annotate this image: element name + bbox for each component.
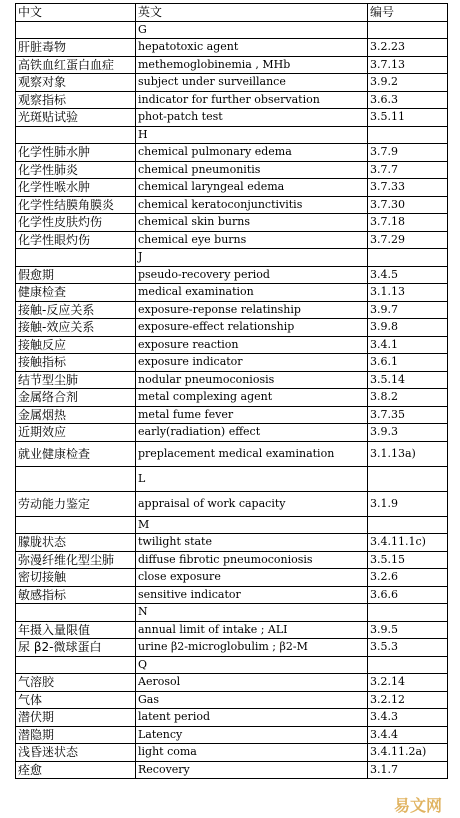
section-letter: H <box>136 126 368 144</box>
term-chinese: 潜隐期 <box>16 726 136 744</box>
table-row <box>16 56 448 74</box>
term-english: chemical keratoconjunctivitis <box>136 196 368 214</box>
section-empty-cell <box>16 466 136 491</box>
table-row <box>16 491 448 516</box>
term-number: 3.4.11.2a) <box>368 744 448 762</box>
header-row <box>16 4 448 22</box>
term-chinese: 弥漫纤维化型尘肺 <box>16 551 136 569</box>
term-chinese: 气体 <box>16 691 136 709</box>
term-english: appraisal of work capacity <box>136 491 368 516</box>
term-chinese: 气溶胶 <box>16 674 136 692</box>
term-chinese: 化学性喉水肿 <box>16 179 136 197</box>
term-chinese: 化学性肺炎 <box>16 161 136 179</box>
section-letter: J <box>136 249 368 267</box>
term-chinese: 敏感指标 <box>16 586 136 604</box>
table-row <box>16 586 448 604</box>
term-english: metal complexing agent <box>136 389 368 407</box>
section-row <box>16 21 448 39</box>
term-english: nodular pneumoconiosis <box>136 371 368 389</box>
term-chinese: 健康检查 <box>16 284 136 302</box>
section-empty-cell <box>16 604 136 622</box>
term-chinese: 年摄入量限值 <box>16 621 136 639</box>
section-empty-cell <box>368 126 448 144</box>
term-chinese: 近期效应 <box>16 424 136 442</box>
term-number: 3.7.9 <box>368 144 448 162</box>
section-empty-cell <box>16 516 136 534</box>
term-english: subject under surveillance <box>136 74 368 92</box>
section-row <box>16 249 448 267</box>
term-english: close exposure <box>136 569 368 587</box>
term-chinese: 观察指标 <box>16 91 136 109</box>
term-number: 3.7.30 <box>368 196 448 214</box>
section-row <box>16 516 448 534</box>
glossary-table <box>15 3 448 779</box>
term-number: 3.5.15 <box>368 551 448 569</box>
term-number: 3.1.13 <box>368 284 448 302</box>
section-empty-cell <box>368 21 448 39</box>
table-row <box>16 744 448 762</box>
term-english: annual limit of intake ; ALI <box>136 621 368 639</box>
term-english: indicator for further observation <box>136 91 368 109</box>
table-row <box>16 319 448 337</box>
table-row <box>16 761 448 779</box>
table-row <box>16 39 448 57</box>
term-chinese: 就业健康检查 <box>16 441 136 466</box>
term-number: 3.5.3 <box>368 639 448 657</box>
term-chinese: 化学性眼灼伤 <box>16 231 136 249</box>
term-number: 3.2.12 <box>368 691 448 709</box>
term-english: exposure-effect relationship <box>136 319 368 337</box>
table-row <box>16 621 448 639</box>
table-row <box>16 371 448 389</box>
glossary-body <box>16 21 448 779</box>
table-row <box>16 709 448 727</box>
term-chinese: 化学性肺水肿 <box>16 144 136 162</box>
table-row <box>16 569 448 587</box>
term-chinese: 化学性皮肤灼伤 <box>16 214 136 232</box>
section-letter: Q <box>136 656 368 674</box>
term-number: 3.1.13a) <box>368 441 448 466</box>
term-english: chemical skin burns <box>136 214 368 232</box>
term-chinese: 密切接触 <box>16 569 136 587</box>
table-row <box>16 179 448 197</box>
term-english: methemoglobinemia , MHb <box>136 56 368 74</box>
table-row <box>16 301 448 319</box>
table-row <box>16 551 448 569</box>
term-english: exposure reaction <box>136 336 368 354</box>
section-empty-cell <box>16 249 136 267</box>
section-empty-cell <box>368 466 448 491</box>
table-row <box>16 214 448 232</box>
term-number: 3.6.6 <box>368 586 448 604</box>
table-row <box>16 354 448 372</box>
term-english: urine β2-microglobulim ; β2-M <box>136 639 368 657</box>
section-row <box>16 466 448 491</box>
term-number: 3.9.2 <box>368 74 448 92</box>
header-english: 英文 <box>136 4 368 22</box>
term-number: 3.7.29 <box>368 231 448 249</box>
term-english: Recovery <box>136 761 368 779</box>
term-chinese: 接触-效应关系 <box>16 319 136 337</box>
table-row <box>16 284 448 302</box>
term-number: 3.9.8 <box>368 319 448 337</box>
term-english: metal fume fever <box>136 406 368 424</box>
term-number: 3.2.6 <box>368 569 448 587</box>
table-row <box>16 144 448 162</box>
table-row <box>16 406 448 424</box>
section-row <box>16 126 448 144</box>
table-row <box>16 109 448 127</box>
watermark-logo: 易文网 <box>393 796 442 815</box>
term-english: chemical pneumonitis <box>136 161 368 179</box>
term-number: 3.4.1 <box>368 336 448 354</box>
header-number: 编号 <box>368 4 448 22</box>
table-row <box>16 441 448 466</box>
term-english: chemical laryngeal edema <box>136 179 368 197</box>
term-chinese: 假愈期 <box>16 266 136 284</box>
section-row <box>16 656 448 674</box>
term-chinese: 观察对象 <box>16 74 136 92</box>
term-number: 3.2.14 <box>368 674 448 692</box>
table-row <box>16 91 448 109</box>
term-number: 3.7.33 <box>368 179 448 197</box>
term-number: 3.7.18 <box>368 214 448 232</box>
table-row <box>16 691 448 709</box>
term-english: medical examination <box>136 284 368 302</box>
section-empty-cell <box>16 21 136 39</box>
term-chinese: 光斑贴试验 <box>16 109 136 127</box>
term-english: pseudo-recovery period <box>136 266 368 284</box>
table-row <box>16 266 448 284</box>
term-number: 3.7.7 <box>368 161 448 179</box>
header-chinese: 中文 <box>16 4 136 22</box>
term-number: 3.9.3 <box>368 424 448 442</box>
term-english: diffuse fibrotic pneumoconiosis <box>136 551 368 569</box>
term-english: chemical pulmonary edema <box>136 144 368 162</box>
term-english: twilight state <box>136 534 368 552</box>
term-english: preplacement medical examination <box>136 441 368 466</box>
term-chinese: 浅昏迷状态 <box>16 744 136 762</box>
table-row <box>16 534 448 552</box>
table-row <box>16 74 448 92</box>
term-number: 3.2.23 <box>368 39 448 57</box>
term-number: 3.9.7 <box>368 301 448 319</box>
term-chinese: 劳动能力鉴定 <box>16 491 136 516</box>
term-number: 3.6.1 <box>368 354 448 372</box>
section-empty-cell <box>368 516 448 534</box>
table-row <box>16 336 448 354</box>
term-number: 3.6.3 <box>368 91 448 109</box>
term-number: 3.4.4 <box>368 726 448 744</box>
term-english: sensitive indicator <box>136 586 368 604</box>
term-number: 3.4.5 <box>368 266 448 284</box>
term-number: 3.8.2 <box>368 389 448 407</box>
term-english: Aerosol <box>136 674 368 692</box>
section-letter: N <box>136 604 368 622</box>
term-english: latent period <box>136 709 368 727</box>
term-number: 3.1.7 <box>368 761 448 779</box>
term-english: exposure-reponse relatinship <box>136 301 368 319</box>
term-chinese: 接触-反应关系 <box>16 301 136 319</box>
term-chinese: 金属络合剂 <box>16 389 136 407</box>
section-empty-cell <box>16 126 136 144</box>
term-number: 3.1.9 <box>368 491 448 516</box>
term-number: 3.5.11 <box>368 109 448 127</box>
term-chinese: 肝脏毒物 <box>16 39 136 57</box>
term-english: Gas <box>136 691 368 709</box>
term-english: hepatotoxic agent <box>136 39 368 57</box>
term-chinese: 化学性结膜角膜炎 <box>16 196 136 214</box>
table-row <box>16 639 448 657</box>
table-row <box>16 726 448 744</box>
table-row <box>16 424 448 442</box>
section-row <box>16 604 448 622</box>
term-chinese: 接触指标 <box>16 354 136 372</box>
table-row <box>16 231 448 249</box>
table-row <box>16 389 448 407</box>
section-letter: L <box>136 466 368 491</box>
term-english: Latency <box>136 726 368 744</box>
term-number: 3.4.3 <box>368 709 448 727</box>
term-number: 3.9.5 <box>368 621 448 639</box>
table-row <box>16 674 448 692</box>
term-chinese: 接触反应 <box>16 336 136 354</box>
term-number: 3.7.35 <box>368 406 448 424</box>
term-number: 3.5.14 <box>368 371 448 389</box>
term-chinese: 尿 β2-微球蛋白 <box>16 639 136 657</box>
section-empty-cell <box>368 656 448 674</box>
section-empty-cell <box>16 656 136 674</box>
term-english: early(radiation) effect <box>136 424 368 442</box>
term-chinese: 朦胧状态 <box>16 534 136 552</box>
term-chinese: 高铁血红蛋白血症 <box>16 56 136 74</box>
term-chinese: 潜伏期 <box>16 709 136 727</box>
term-chinese: 结节型尘肺 <box>16 371 136 389</box>
section-letter: G <box>136 21 368 39</box>
section-empty-cell <box>368 249 448 267</box>
term-number: 3.4.11.1c) <box>368 534 448 552</box>
term-english: light coma <box>136 744 368 762</box>
section-letter: M <box>136 516 368 534</box>
table-row <box>16 196 448 214</box>
term-english: phot-patch test <box>136 109 368 127</box>
term-english: exposure indicator <box>136 354 368 372</box>
term-chinese: 痊愈 <box>16 761 136 779</box>
term-chinese: 金属烟热 <box>16 406 136 424</box>
term-english: chemical eye burns <box>136 231 368 249</box>
term-number: 3.7.13 <box>368 56 448 74</box>
table-row <box>16 161 448 179</box>
section-empty-cell <box>368 604 448 622</box>
